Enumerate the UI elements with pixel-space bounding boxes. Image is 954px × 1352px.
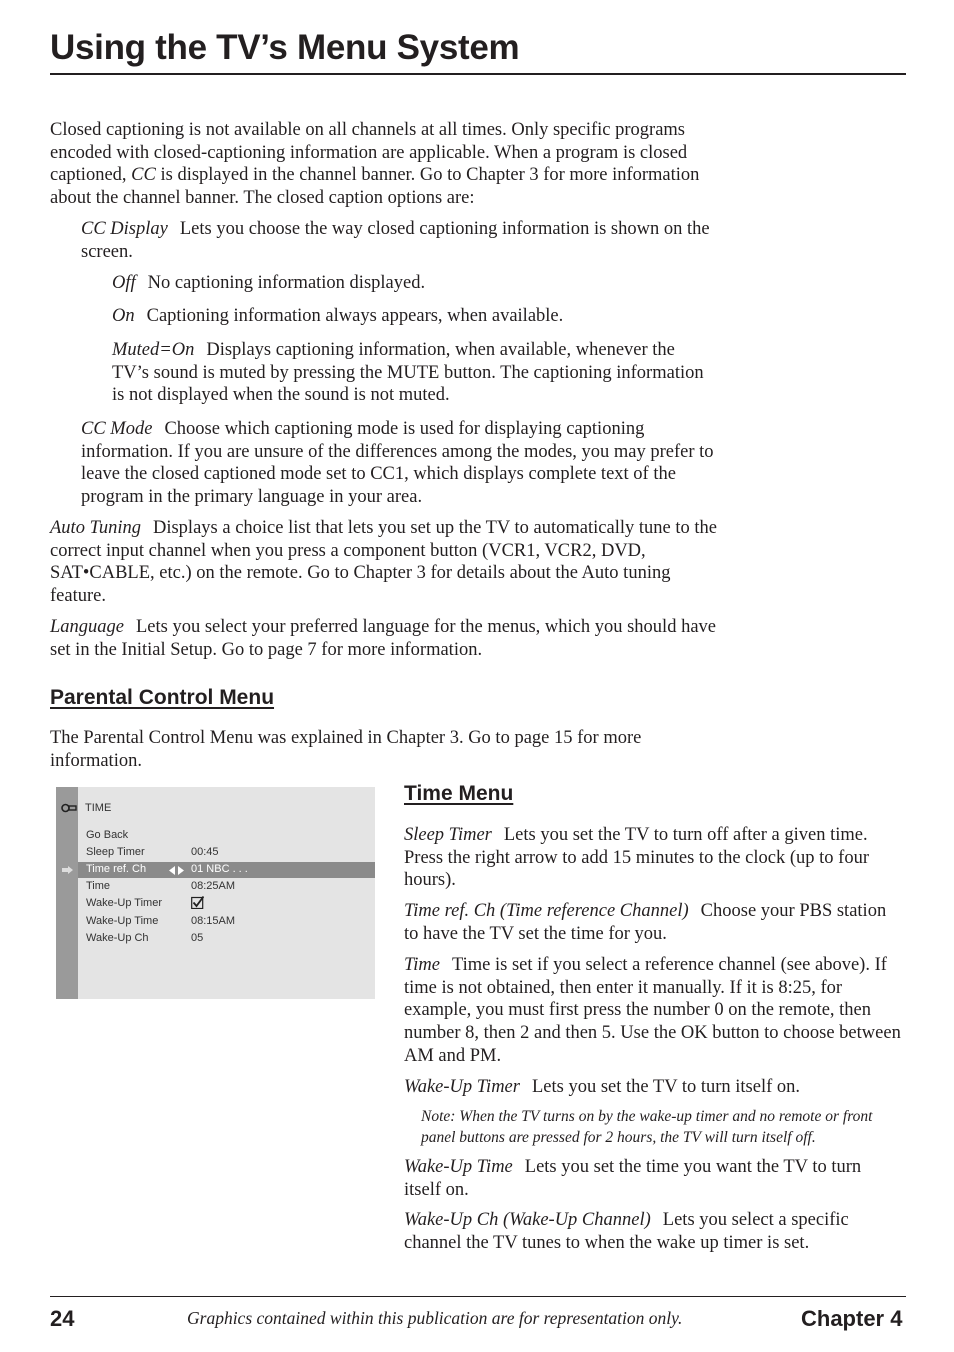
time-item: Time Time is set if you select a reference channel (see above). If time is not obtained, then enter it manually. If it is 8:25, for example, you must first press the number 0 on the remote, then number 8, then 2 and then 5. Use the OK button to choose between AM and PM. <box>404 955 901 1066</box>
time-menu-heading: Time Menu <box>404 782 514 805</box>
wake-up-note: Note: When the TV turns on by the wake-up timer and no remote or front panel buttons are pressed for 2 hours, the TV will turn itself off. <box>421 1108 873 1146</box>
sleep-timer-item: Sleep Timer Lets you set the TV to turn off after a given time. Press the right arrow to add 15 minutes to the clock (up to four hours). <box>404 825 869 891</box>
muted-on-item: Muted=On Displays captioning information, when available, whenever the TV’s sound is muted by pressing the MUTE button. The captioning information is not displayed when the sound is not muted. <box>112 340 704 406</box>
menu-row-label: Wake-Up Time <box>86 915 159 927</box>
intro-paragraph: Closed captioning is not available on all channels at all times. Only specific programs encoded with closed-captioning information are applicable. When a program is closed captioned, CC is displayed in the channel banner. Go to Chapter 3 for more information about the channel banner. The closed caption options are: <box>50 120 700 209</box>
wake-up-timer-item: Wake-Up Timer Lets you set the TV to turn itself on. <box>404 1077 801 1097</box>
time-menu-screenshot <box>56 787 375 999</box>
menu-row-value: 00:45 <box>191 846 219 858</box>
page-number: 24 <box>50 1306 75 1331</box>
menu-row-time[interactable] <box>78 879 375 895</box>
menu-row-value: 01 NBC . . . <box>191 863 248 875</box>
menu-row-value: 08:15AM <box>191 915 236 927</box>
menu-row-time-ref-ch[interactable] <box>78 862 375 878</box>
chapter-label: Chapter 4 <box>801 1306 903 1331</box>
parental-control-heading: Parental Control Menu <box>50 686 275 709</box>
menu-row-label: Time <box>86 880 111 892</box>
footer-rule <box>50 1296 906 1297</box>
menu-row-wake-up-ch[interactable] <box>78 931 375 947</box>
left-right-arrows-icon <box>169 866 185 875</box>
pointer-arrow-icon <box>62 866 73 874</box>
off-item: Off No captioning information displayed. <box>112 273 426 293</box>
menu-row-value: 05 <box>191 932 204 944</box>
menu-row-label: Sleep Timer <box>86 846 145 858</box>
menu-row-label: Time ref. Ch <box>86 863 147 875</box>
menu-title: TIME <box>85 802 112 814</box>
parental-control-text: The Parental Control Menu was explained in Chapter 3. Go to page 15 for more information. <box>50 728 642 771</box>
menu-row-sleep-timer[interactable] <box>78 845 375 861</box>
menu-row-label: Wake-Up Ch <box>86 932 149 944</box>
page-title: Using the TV’s Menu System <box>50 28 520 67</box>
wake-up-ch-item: Wake-Up Ch (Wake-Up Channel) Lets you select a specific channel the TV tunes to when the wake up timer is set. <box>404 1210 849 1253</box>
footer-note: Graphics contained within this publication are for representation only. <box>187 1308 683 1328</box>
menu-row-wake-up-time[interactable] <box>78 914 375 930</box>
menu-row-wake-up-timer[interactable] <box>78 896 375 912</box>
title-rule <box>50 73 906 75</box>
time-ref-item: Time ref. Ch (Time reference Channel) Choose your PBS station to have the TV set the time for you. <box>404 901 887 944</box>
auto-tuning-item: Auto Tuning Displays a choice list that lets you set up the TV to automatically tune to the correct input channel when you press a component button (VCR1, VCR2, DVD, SAT•CABLE, etc.) on the remote. Go to Chapter 3 for details about the Auto tuning feature. <box>50 518 717 607</box>
wake-up-time-item: Wake-Up Time Lets you set the time you want the TV to turn itself on. <box>404 1157 862 1200</box>
checkbox-checked-icon[interactable] <box>191 896 204 909</box>
menu-row-label: Wake-Up Timer <box>86 897 162 909</box>
menu-row-go-back[interactable] <box>78 828 375 844</box>
cc-display-item: CC Display Lets you choose the way closed captioning information is shown on the screen. <box>81 219 710 262</box>
on-item: On Captioning information always appears, when available. <box>112 306 564 326</box>
menu-sidebar <box>56 787 78 999</box>
cc-mode-item: CC Mode Choose which captioning mode is used for displaying captioning information. If you are unsure of the differences among the modes, you may prefer to leave the closed captioned mode set to CC1, which displays complete text of the program in the primary language in your area. <box>81 419 714 508</box>
menu-row-value: 08:25AM <box>191 880 236 892</box>
menu-row-label: Go Back <box>86 829 129 841</box>
clock-key-icon <box>61 803 77 813</box>
language-item: Language Lets you select your preferred language for the menus, which you should have set in the Initial Setup. Go to page 7 for more information. <box>50 617 716 660</box>
